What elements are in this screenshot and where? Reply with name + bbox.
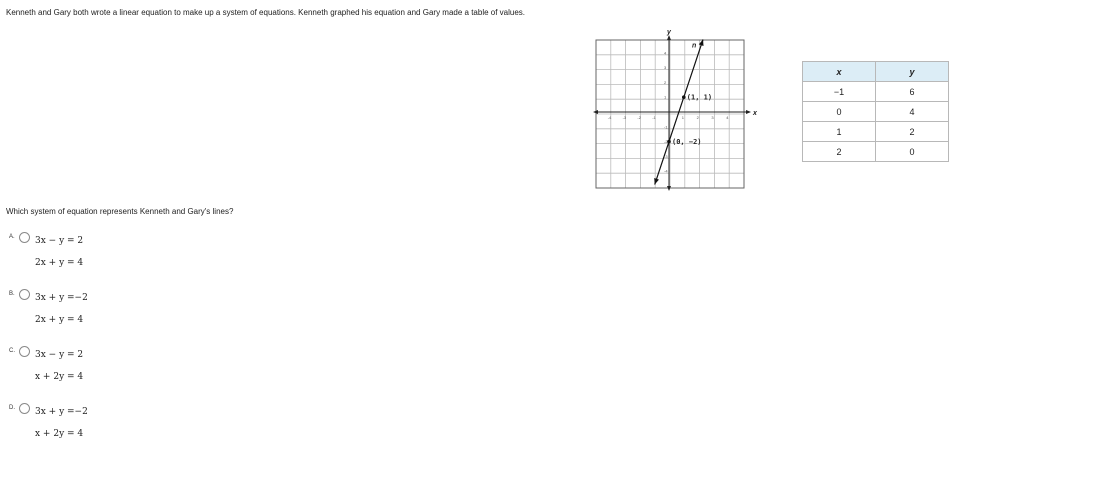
option-c-radio[interactable]	[19, 346, 30, 357]
table-row	[803, 102, 949, 122]
option-d-equation-2: x + 2y = 4	[35, 429, 84, 439]
option-a-radio[interactable]	[19, 232, 30, 243]
x-tick-label: 3	[711, 115, 714, 120]
x-axis-arrow-right	[746, 110, 751, 114]
x-tick-label: 4	[726, 115, 729, 120]
option-c-equation-1: 3x − y = 2	[35, 350, 84, 360]
x-tick-label: -3	[622, 115, 627, 120]
y-tick-label: -1	[664, 124, 668, 130]
option-d-equation-1: 3x + y =−2	[35, 407, 88, 417]
table-cell-x: −1	[803, 82, 876, 102]
option-a-equation-2: 2x + y = 4	[35, 258, 84, 268]
table-row	[803, 82, 949, 102]
question-text: Which system of equation represents Kenneth and Gary's lines?	[6, 207, 234, 216]
option-b-equation-1: 3x + y =−2	[35, 293, 88, 303]
table-header-x: x	[803, 62, 876, 82]
y-tick-label: -3	[664, 153, 668, 159]
option-d-letter: D.	[9, 405, 15, 411]
graph-point	[682, 95, 686, 99]
x-tick-label: -4	[607, 115, 612, 120]
table-row	[803, 122, 949, 142]
y-tick-label: 3	[664, 65, 667, 71]
x-tick-label: 2	[696, 115, 699, 120]
values-table	[802, 61, 949, 162]
table-cell-x: 1	[803, 122, 876, 142]
table-cell-x: 0	[803, 102, 876, 122]
table-cell-y: 6	[876, 82, 949, 102]
point-label: (1, 1)	[686, 93, 713, 102]
line-arrow-bottom	[654, 178, 659, 184]
table-cell-y: 2	[876, 122, 949, 142]
y-tick-label: 4	[664, 50, 667, 56]
y-tick-label: -4	[664, 168, 668, 174]
option-c-equation-2: x + 2y = 4	[35, 372, 84, 382]
option-b-letter: B.	[9, 291, 15, 297]
y-tick-label: 2	[664, 79, 667, 85]
line-label: n	[692, 42, 697, 50]
table-cell-x: 2	[803, 142, 876, 162]
graph-point	[667, 140, 671, 144]
option-b-equation-2: 2x + y = 4	[35, 315, 84, 325]
table-cell-y: 4	[876, 102, 949, 122]
graph-svg	[590, 30, 755, 190]
option-a-letter: A.	[9, 234, 15, 240]
option-c-letter: C.	[9, 348, 15, 354]
question-prompt: Kenneth and Gary both wrote a linear equation to make up a system of equations. Kenneth graphed his equation and Gary made a table of values.	[6, 8, 526, 17]
table-header-row	[803, 62, 949, 82]
x-tick-label: -2	[637, 115, 641, 120]
table-header-y: y	[876, 62, 949, 82]
table-cell-y: 0	[876, 142, 949, 162]
x-tick-label: 1	[681, 115, 685, 120]
point-label: (0, −2)	[672, 138, 702, 147]
option-d-radio[interactable]	[19, 403, 30, 414]
x-tick-label: -1	[652, 115, 656, 120]
option-b-radio[interactable]	[19, 289, 30, 300]
coordinate-graph	[590, 30, 755, 190]
y-tick-label: -2	[664, 139, 668, 145]
table-row	[803, 142, 949, 162]
y-tick-label: 1	[664, 94, 667, 100]
y-axis-label: y	[667, 29, 671, 36]
x-axis-label: x	[753, 110, 757, 117]
option-a-equation-1: 3x − y = 2	[35, 236, 84, 246]
